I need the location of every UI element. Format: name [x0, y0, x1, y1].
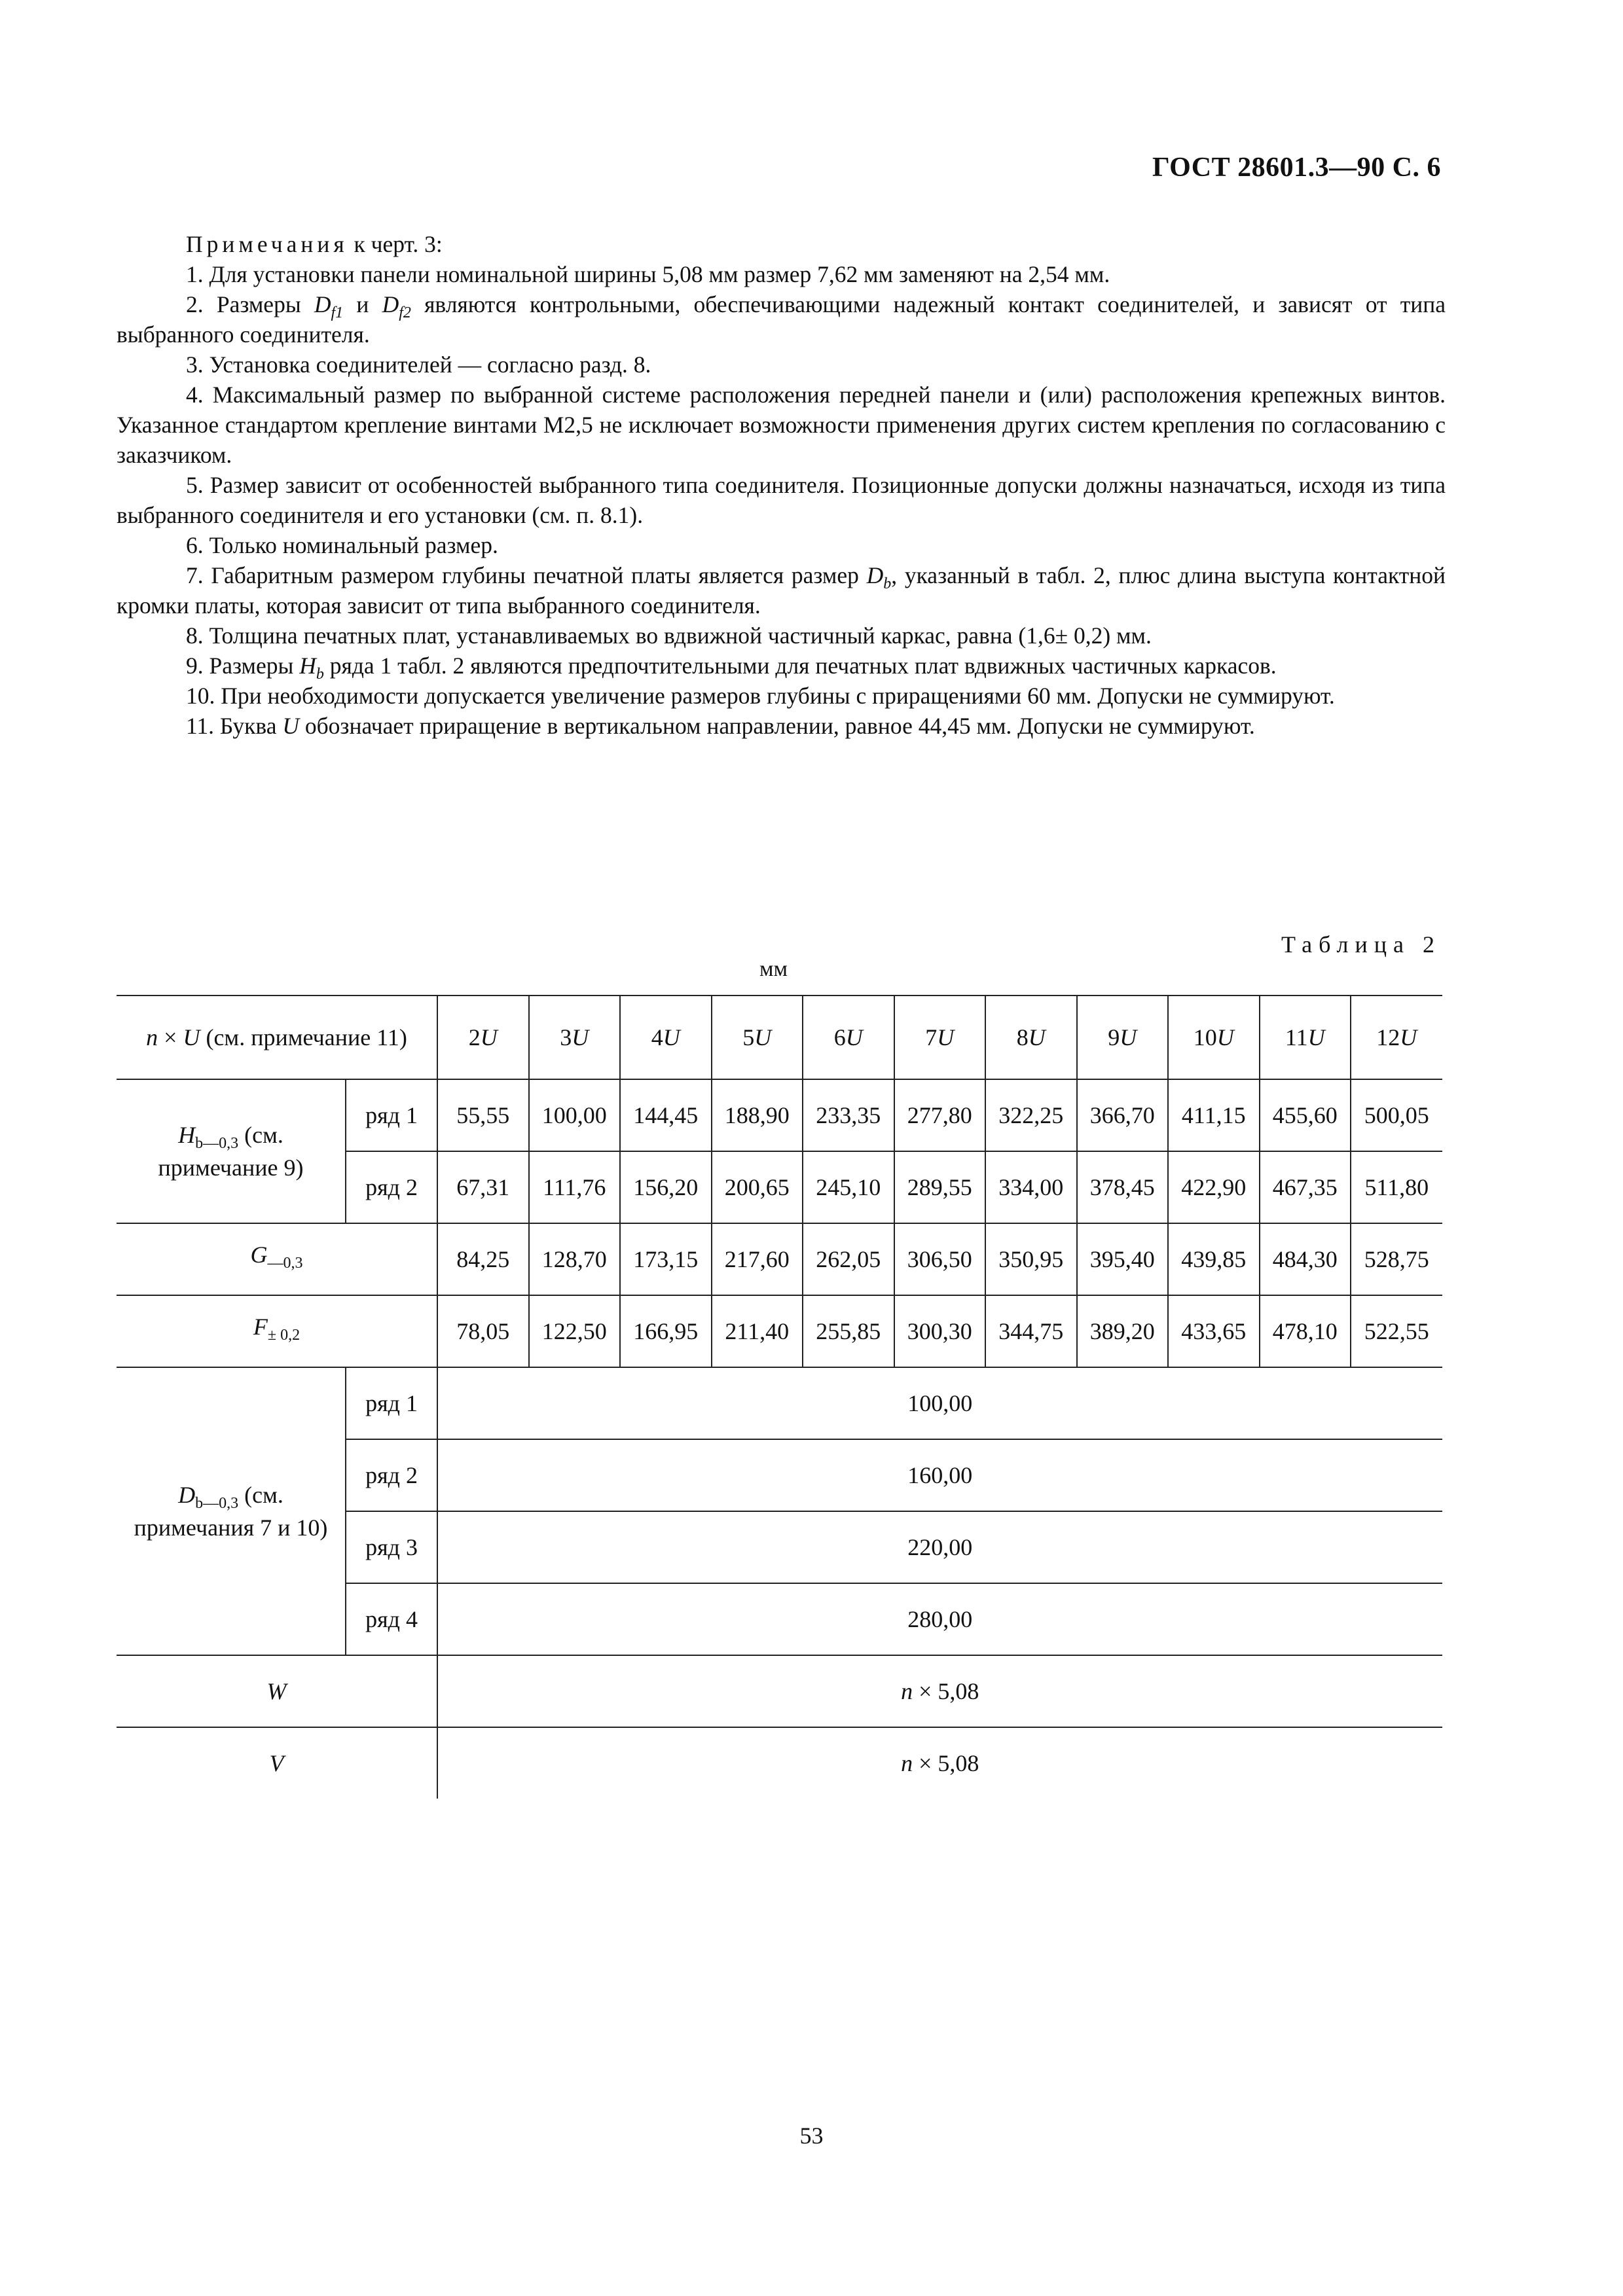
col-header: 3U [529, 996, 621, 1079]
db-label [117, 1367, 346, 1655]
note-9-text-a: 9. Размеры [186, 653, 300, 679]
table-cell: 217,60 [712, 1223, 803, 1295]
table-cell: 262,05 [803, 1223, 894, 1295]
table-caption: Таблица 2 [1281, 931, 1441, 958]
note-7-text-b: , указанный в табл. 2, плюс длина выступа контактной кромки платы, которая зависит от типа выбранного соединителя. [117, 562, 1446, 619]
note-9-symbol [299, 653, 324, 683]
db-sym: D [178, 1482, 196, 1509]
page-header: ГОСТ 28601.3—90 С. 6 [1152, 152, 1441, 183]
table-cell: 467,35 [1260, 1151, 1351, 1223]
table-cell: 100,00 [437, 1367, 1442, 1439]
f-sym: F [253, 1314, 268, 1340]
note-11 [117, 711, 1446, 741]
note-7-sym: D [866, 562, 884, 588]
table-cell: 245,10 [803, 1151, 894, 1223]
row-label: ряд 1 [346, 1367, 437, 1439]
note-2-symbol-2 [382, 291, 411, 322]
hb-label [117, 1079, 346, 1223]
row-label: ряд 2 [346, 1151, 437, 1223]
table-cell: 522,55 [1351, 1295, 1442, 1367]
table-cell: 255,85 [803, 1295, 894, 1367]
col-header: 8U [985, 996, 1077, 1079]
row-label: ряд 2 [346, 1439, 437, 1511]
table-cell: 173,15 [620, 1223, 712, 1295]
table-cell: 306,50 [894, 1223, 986, 1295]
hb-sub: b—0,3 [195, 1135, 239, 1153]
note-1: 1. Для установки панели номинальной ширины 5,08 мм размер 7,62 мм заменяют на 2,54 мм. [186, 261, 1110, 287]
table-cell: 500,05 [1351, 1079, 1442, 1151]
note-2-text-b: и [343, 291, 382, 317]
header-sym-u: U [183, 1024, 200, 1050]
table-cell: 55,55 [437, 1079, 529, 1151]
hb-note: (см. примечание 9) [158, 1122, 304, 1181]
note-2-sub2: f2 [399, 304, 411, 322]
notes-title [117, 229, 1446, 259]
col-header: 11U [1260, 996, 1351, 1079]
table-cell: 395,40 [1077, 1223, 1169, 1295]
table-cell: 160,00 [437, 1439, 1442, 1511]
table-cell: 280,00 [437, 1583, 1442, 1655]
page-number: 53 [799, 2123, 824, 2149]
hb-sym: H [178, 1122, 196, 1149]
table-cell: 484,30 [1260, 1223, 1351, 1295]
table-cell: 350,95 [985, 1223, 1077, 1295]
table-cell: 211,40 [712, 1295, 803, 1367]
note-7 [117, 560, 1446, 620]
row-label: ряд 3 [346, 1511, 437, 1583]
note-2 [117, 289, 1446, 350]
table-cell: 334,00 [985, 1151, 1077, 1223]
table-cell: 111,76 [529, 1151, 621, 1223]
note-10: 10. При необходимости допускается увеличение размеров глубины с приращениями 60 мм. Допуски не суммируют. [186, 683, 1335, 709]
v-label [117, 1727, 437, 1799]
note-4: 4. Максимальный размер по выбранной системе расположения передней панели и (или) расположения крепежных винтов. Указанное стандартом крепление винтами М2,5 не исключает возможности применения других систем крепления по согласованию с заказчиком. [117, 382, 1446, 468]
table-cell: 78,05 [437, 1295, 529, 1367]
note-9-sub: b [316, 666, 324, 683]
header-times: × [158, 1024, 183, 1050]
col-header: 10U [1168, 996, 1260, 1079]
table-cell: 289,55 [894, 1151, 986, 1223]
table-cell: 277,80 [894, 1079, 986, 1151]
table-2 [117, 995, 1442, 1799]
notes-title-spaced: Примечания [186, 231, 348, 257]
table-cell: 220,00 [437, 1511, 1442, 1583]
table-cell: 300,30 [894, 1295, 986, 1367]
g-sub: —0,3 [267, 1255, 303, 1272]
note-7-text-a: 7. Габаритным размером глубины печатной платы является размер [186, 562, 867, 588]
table-cell: 200,65 [712, 1151, 803, 1223]
table-cell: 344,75 [985, 1295, 1077, 1367]
g-row [117, 1223, 1442, 1295]
header-sym-n: n [146, 1024, 158, 1050]
col-header: 7U [894, 996, 986, 1079]
note-2-text-a: 2. Размеры [186, 291, 314, 317]
header-rest: (см. примечание 11) [200, 1024, 407, 1050]
v-value-rest: × 5,08 [913, 1750, 979, 1776]
note-9 [117, 651, 1446, 681]
col-header: 2U [437, 996, 529, 1079]
table-cell: 166,95 [620, 1295, 712, 1367]
note-11-text-b: обозначает приращение в вертикальном направлении, равное 44,45 мм. Допуски не суммируют. [299, 713, 1255, 739]
table-cell [437, 1655, 1442, 1727]
note-7-symbol [866, 562, 892, 593]
v-sym: V [269, 1750, 284, 1776]
f-row [117, 1295, 1442, 1367]
f-label [117, 1295, 437, 1367]
notes-title-rest: к черт. 3: [348, 231, 443, 257]
db-sub: b—0,3 [195, 1495, 239, 1513]
note-11-text-a: 11. Буква [186, 713, 283, 739]
table-units: мм [759, 957, 788, 981]
table-cell: 389,20 [1077, 1295, 1169, 1367]
header-label [117, 996, 437, 1079]
w-row [117, 1655, 1442, 1727]
col-header: 6U [803, 996, 894, 1079]
note-2-sym1: D [314, 291, 331, 317]
note-2-sub1: f1 [331, 304, 344, 322]
table-header-row [117, 996, 1442, 1079]
db-row-1 [117, 1367, 1442, 1439]
notes-block [117, 229, 1446, 741]
table-cell: 422,90 [1168, 1151, 1260, 1223]
table-cell: 433,65 [1168, 1295, 1260, 1367]
table-cell [437, 1727, 1442, 1799]
table-cell: 144,45 [620, 1079, 712, 1151]
table-cell: 478,10 [1260, 1295, 1351, 1367]
g-sym: G [250, 1242, 268, 1268]
table-cell: 322,25 [985, 1079, 1077, 1151]
col-header: 4U [620, 996, 712, 1079]
row-label: ряд 4 [346, 1583, 437, 1655]
table-cell: 411,15 [1168, 1079, 1260, 1151]
table-cell: 233,35 [803, 1079, 894, 1151]
table-cell: 439,85 [1168, 1223, 1260, 1295]
g-label [117, 1223, 437, 1295]
note-11-symbol: U [282, 713, 299, 739]
table-cell: 366,70 [1077, 1079, 1169, 1151]
note-5: 5. Размер зависит от особенностей выбранного типа соединителя. Позиционные допуски должны назначаться, исходя из типа выбранного соединителя и его установки (см. п. 8.1). [117, 472, 1446, 528]
row-label: ряд 1 [346, 1079, 437, 1151]
w-value-rest: × 5,08 [913, 1678, 979, 1704]
col-header: 5U [712, 996, 803, 1079]
table-cell: 378,45 [1077, 1151, 1169, 1223]
v-value-sym: n [901, 1750, 913, 1776]
db-note: (см. примечания 7 и 10) [134, 1482, 328, 1541]
note-3: 3. Установка соединителей — согласно разд. 8. [186, 351, 651, 378]
note-9-sym: H [299, 653, 316, 679]
table-cell: 156,20 [620, 1151, 712, 1223]
table-cell: 128,70 [529, 1223, 621, 1295]
col-header: 9U [1077, 996, 1169, 1079]
note-2-text-c: являются контрольными, обеспечивающими надежный контакт соединителей, и зависят от типа выбранного соединителя. [117, 291, 1446, 348]
note-2-symbol-1 [314, 291, 344, 322]
note-2-sym2: D [382, 291, 399, 317]
table-cell: 455,60 [1260, 1079, 1351, 1151]
note-6: 6. Только номинальный размер. [186, 532, 498, 558]
table-cell: 528,75 [1351, 1223, 1442, 1295]
table-cell: 100,00 [529, 1079, 621, 1151]
col-header: 12U [1351, 996, 1442, 1079]
note-8: 8. Толщина печатных плат, устанавливаемых во вдвижной частичный каркас, равна (1,6± 0,2) мм. [186, 622, 1152, 649]
table-cell: 122,50 [529, 1295, 621, 1367]
table-cell: 67,31 [437, 1151, 529, 1223]
table-cell: 188,90 [712, 1079, 803, 1151]
table-cell: 84,25 [437, 1223, 529, 1295]
f-sub: ± 0,2 [267, 1327, 301, 1344]
note-9-text-b: ряда 1 табл. 2 являются предпочтительными для печатных плат вдвижных частичных каркасов. [323, 653, 1277, 679]
hb-row-1 [117, 1079, 1442, 1151]
table-cell: 511,80 [1351, 1151, 1442, 1223]
w-value-sym: n [901, 1678, 913, 1704]
w-sym: W [266, 1678, 287, 1704]
w-label [117, 1655, 437, 1727]
note-7-sub: b [883, 575, 892, 593]
v-row [117, 1727, 1442, 1799]
